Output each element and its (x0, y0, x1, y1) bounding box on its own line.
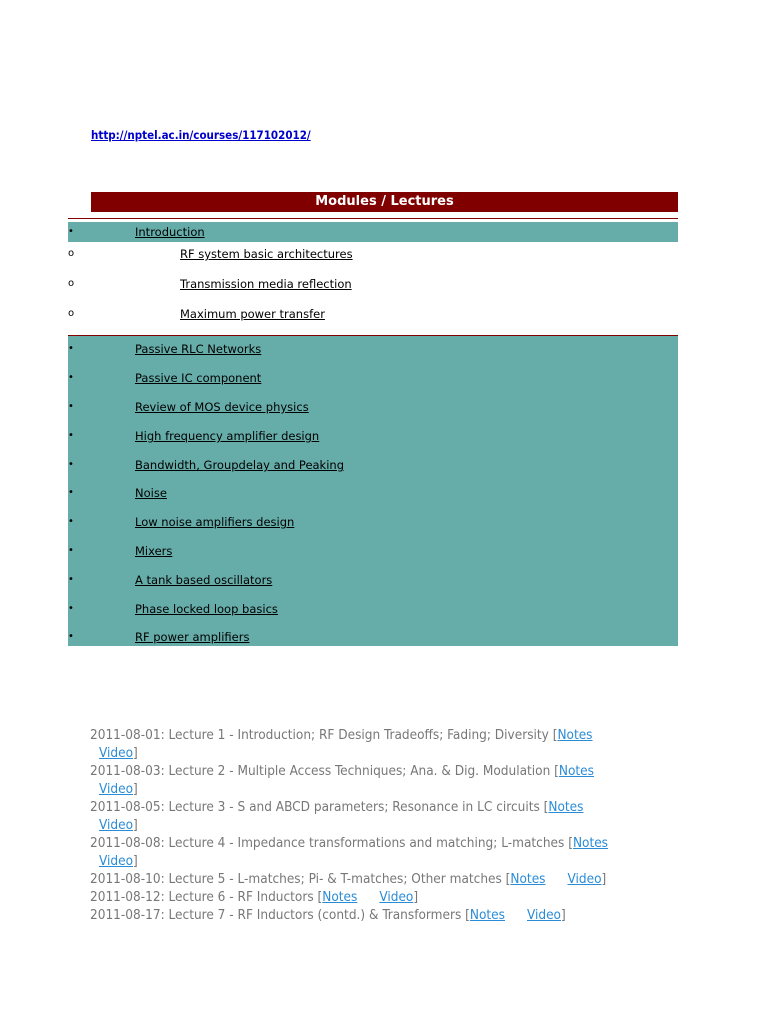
module-link[interactable]: Low noise amplifiers design (135, 515, 295, 529)
modules-header: Modules / Lectures (91, 192, 678, 212)
lecture-entry: 2011-08-17: Lecture 7 - RF Inductors (contd.) & Transformers [Notes Video] (90, 907, 566, 923)
list-item (68, 455, 678, 475)
module-link[interactable]: Bandwidth, Groupdelay and Peaking (135, 458, 345, 472)
list-item (68, 339, 678, 359)
list-item (68, 541, 678, 561)
bullet-marker: • (68, 430, 74, 441)
lecture-title: 2011-08-12: Lecture 6 - RF Inductors [ (90, 889, 323, 905)
list-item (68, 304, 678, 324)
subitem-link[interactable]: RF system basic architectures (180, 247, 353, 261)
bullet-marker: • (68, 516, 74, 527)
bullet-marker: • (68, 487, 74, 498)
list-item (68, 627, 678, 647)
lecture-entry (90, 762, 690, 780)
module-link[interactable]: A tank based oscillators (135, 573, 273, 587)
notes-link[interactable]: Notes (572, 835, 609, 851)
module-link[interactable]: RF power amplifiers (135, 630, 250, 644)
lecture-entry: 2011-08-10: Lecture 5 - L-matches; Pi- & T-matches; Other matches [Notes Video] (90, 871, 607, 887)
module-link[interactable]: Passive IC component (135, 371, 262, 385)
module-link[interactable]: Noise (135, 486, 167, 500)
lecture-title: 2011-08-03: Lecture 2 - Multiple Access Techniques; Ana. & Dig. Modulation [ (90, 763, 559, 779)
lecture-entry (90, 726, 690, 744)
video-link[interactable]: Video (567, 871, 602, 887)
bullet-marker: o (68, 308, 75, 319)
lecture-entry (90, 798, 690, 816)
list-item (68, 397, 678, 417)
course-url-link[interactable]: http://nptel.ac.in/courses/117102012/ (91, 128, 311, 142)
video-link[interactable]: Video (99, 853, 134, 869)
module-link[interactable]: Review of MOS device physics (135, 400, 309, 414)
list-item (68, 599, 678, 619)
notes-link[interactable]: Notes (557, 727, 593, 743)
bullet-marker: o (68, 248, 75, 259)
notes-link[interactable]: Notes (322, 889, 358, 905)
subitem-link[interactable]: Transmission media reflection (180, 277, 352, 291)
notes-link[interactable]: Notes (469, 907, 505, 923)
list-item (68, 512, 678, 532)
video-link[interactable]: Video (99, 781, 134, 797)
lecture-title: 2011-08-05: Lecture 3 - S and ABCD parameters; Resonance in LC circuits [ (90, 799, 549, 815)
lecture-entry-continued: Video] (99, 781, 138, 797)
notes-link[interactable]: Notes (558, 763, 594, 779)
video-link[interactable]: Video (99, 817, 134, 833)
list-item (68, 426, 678, 446)
bullet-marker: • (68, 574, 74, 585)
lecture-entry: 2011-08-12: Lecture 6 - RF Inductors [Notes Video] (90, 889, 419, 905)
intro-block (68, 222, 678, 242)
bullet-marker: • (68, 372, 74, 383)
list-item (68, 483, 678, 503)
lecture-title: 2011-08-10: Lecture 5 - L-matches; Pi- & T-matches; Other matches [ (90, 871, 511, 887)
bullet-marker: o (68, 278, 75, 289)
video-link[interactable]: Video (379, 889, 414, 905)
list-item (68, 274, 678, 294)
list-item (68, 368, 678, 388)
bullet-marker: • (68, 459, 74, 470)
module-link[interactable]: Mixers (135, 544, 173, 558)
header-divider (68, 218, 678, 219)
module-link[interactable]: Passive RLC Networks (135, 342, 262, 356)
video-link[interactable]: Video (526, 907, 561, 923)
module-link[interactable]: High frequency amplifier design (135, 429, 320, 443)
lecture-title: 2011-08-17: Lecture 7 - RF Inductors (contd.) & Transformers [ (90, 907, 470, 923)
notes-link[interactable]: Notes (510, 871, 546, 887)
lecture-entry-continued: Video] (99, 853, 138, 869)
video-link[interactable]: Video (99, 745, 134, 761)
lecture-entry-continued: Video] (99, 817, 138, 833)
bullet-marker: • (68, 343, 74, 354)
bullet-marker: • (68, 631, 74, 642)
bullet-marker: • (68, 545, 74, 556)
list-item (68, 222, 678, 242)
subitem-link[interactable]: Maximum power transfer (180, 307, 325, 321)
list-item (68, 570, 678, 590)
modules-block (68, 336, 678, 646)
bullet-marker: • (68, 603, 74, 614)
bullet-marker: • (68, 226, 74, 237)
lecture-entry (90, 834, 690, 852)
module-link[interactable]: Phase locked loop basics (135, 602, 278, 616)
lecture-list (90, 726, 690, 924)
list-item (68, 244, 678, 264)
notes-link[interactable]: Notes (548, 799, 584, 815)
lecture-title: 2011-08-08: Lecture 4 - Impedance transformations and matching; L-matches [ (90, 835, 573, 851)
bullet-marker: • (68, 401, 74, 412)
module-link-introduction[interactable]: Introduction (135, 225, 205, 239)
lecture-entry-continued: Video] (99, 745, 138, 761)
lecture-title: 2011-08-01: Lecture 1 - Introduction; RF Design Tradeoffs; Fading; Diversity [ (90, 727, 558, 743)
